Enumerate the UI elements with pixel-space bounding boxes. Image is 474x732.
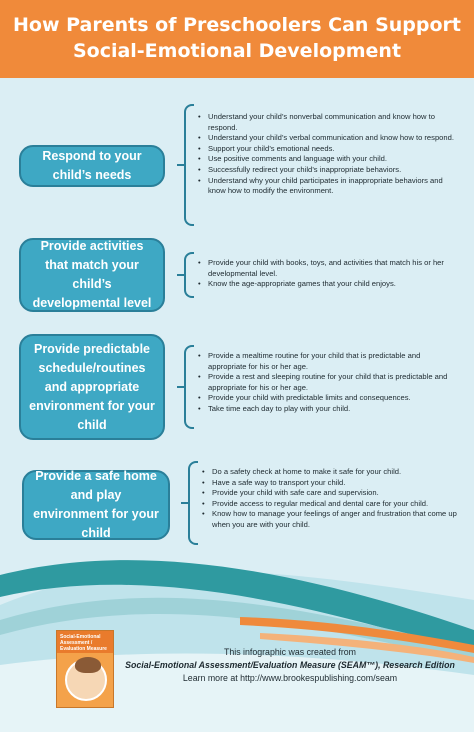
brace-4 xyxy=(188,461,198,545)
bullet: • Take time each day to play with your child. xyxy=(198,404,460,415)
section-title-routines: Provide predictable schedule/routines and appropriate environment for your child xyxy=(19,334,165,440)
section-title-respond: Respond to your child’s needs xyxy=(19,145,165,187)
section-title-safe-home: Provide a safe home and play environment for your child xyxy=(22,470,170,540)
bullet: • Provide your child with predictable limits and consequences. xyxy=(198,393,460,404)
title-line-1: How Parents of Preschoolers Can Support xyxy=(13,14,461,36)
bullet: • Provide your child with books, toys, and activities that match his or her developmental level. xyxy=(198,258,460,279)
section-3-bullets xyxy=(198,351,460,415)
page-title xyxy=(0,0,474,78)
brace-3 xyxy=(184,345,194,429)
footer-link[interactable]: Learn more at http://www.brookespublishing.com/seam xyxy=(182,673,398,683)
footer-book-title: Social-Emotional Assessment/Evaluation Measure (SEAM™), Research Edition xyxy=(125,660,455,670)
brace-2 xyxy=(184,252,194,298)
bullet: • Know the age-appropriate games that your child enjoys. xyxy=(198,279,460,290)
section-2-bullets xyxy=(198,258,460,290)
child-photo xyxy=(65,659,107,701)
bullet: • Have a safe way to transport your child. xyxy=(202,478,464,489)
bullet: • Do a safety check at home to make it safe for your child. xyxy=(202,467,464,478)
book-cover-title: Social-Emotional Assessment / Evaluation Measure xyxy=(60,634,107,652)
brace-1 xyxy=(184,104,194,226)
bullet: • Know how to manage your feelings of anger and frustration that come up when you are with your child. xyxy=(202,509,464,530)
bullet: • Understand your child’s nonverbal communication and know how to respond. xyxy=(198,112,460,133)
bullet: • Understand your child’s verbal communication and know how to respond. xyxy=(198,133,460,144)
bullet: • Successfully redirect your child’s inappropriate behaviors. xyxy=(198,165,460,176)
bullet: • Provide a rest and sleeping routine for your child that is predictable and appropriate for his or her age. xyxy=(198,372,460,393)
book-cover-image xyxy=(56,630,114,708)
bullet: • Provide a mealtime routine for your child that is predictable and appropriate for his or her age. xyxy=(198,351,460,372)
bullet: • Provide access to regular medical and dental care for your child. xyxy=(202,499,464,510)
bullet: • Use positive comments and language with your child. xyxy=(198,154,460,165)
section-1-bullets xyxy=(198,112,460,197)
section-4-bullets xyxy=(202,467,464,531)
title-line-2: Social-Emotional Development xyxy=(72,40,402,62)
bullet: • Understand why your child participates in inappropriate behaviors and know how to modify the environment. xyxy=(198,176,460,197)
bullet: • Support your child’s emotional needs. xyxy=(198,144,460,155)
footer-credit xyxy=(110,646,470,685)
footer-line-1: This infographic was created from xyxy=(223,647,356,657)
bullet: • Provide your child with safe care and supervision. xyxy=(202,488,464,499)
section-title-activities: Provide activities that match your child’s developmental level xyxy=(19,238,165,312)
